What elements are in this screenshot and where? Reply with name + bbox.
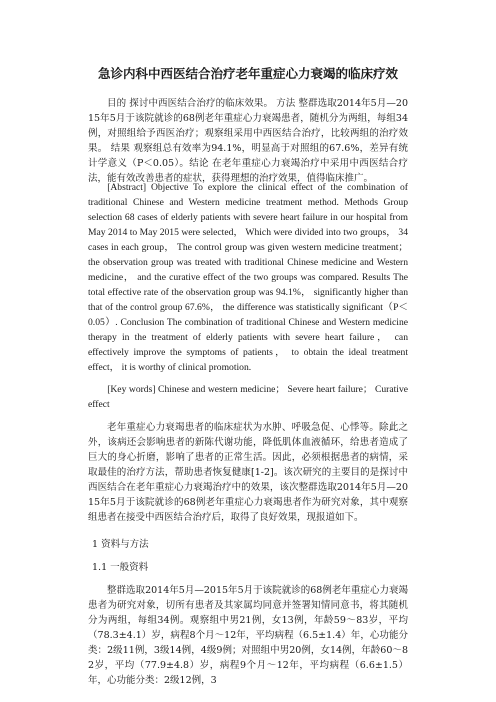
introduction-paragraph: 老年重症心力衰竭患者的临床症状为水肿、呼吸急促、心悸等。除此之外，该病还会影响患者的新陈代谢功能，降低肌体血液循环，给患者造成了巨大的身心折磨，影响了患者的正常生活。因此，必须根据患者的病情，采取最佳的治疗方法，帮助患者恢复健康[1-2]。该次研究的主要目的是探讨中西医结合在老年重症心力衰竭治疗中的效果，该次整群选取2014年5月—2015年5月于该院就诊的68例老年重症心力衰竭患者作为研究对象，其中观察组患者在接受中西医结合治疗后，取得了良好效果，现报道如下。 [88, 422, 408, 523]
keywords-en: [Key words] Chinese and western medicine； Severe heart failure； Curative effect [88, 384, 408, 410]
section-1-heading-block [92, 537, 412, 552]
section-1-1-heading-block [92, 560, 412, 575]
materials-paragraph: 整群选取2014年5月—2015年5月于该院就诊的68例老年重症心力衰竭患者为研究对象，切所有患者及其家属均同意并签署知情同意书，将其随机分为两组，每组34例。观察组中男21例，女13例，年龄59～83岁，平均（78.3±4.1）岁，病程8个月～12年，平均病程（6.5±1.4）年，心功能分类：2级11例，3级14例，4级9例；对照组中男20例，女14例，年龄60～82岁，平均（77.9±4.8）岁，病程9个月～12年，平均病程（6.6±1.5）年，心功能分类：2级12例，3 [88, 585, 408, 686]
section-1-heading: 1 资料与方法 [92, 539, 149, 550]
abstract-en: [Abstract] Objective To explore the clinical effect of the combination of traditional Chinese and Western medicine treatment method. Methods Group selection 68 cases of elderly patients with severe heart failure in our hospital from May 2014 to May 2015 were selected， Which were divided into two groups， 34 cases in each group， The control group was given western medicine treatment； the observation group was treated with traditional Chinese medicine and Western medicine， and the curative effect of the two groups was compared. Results The total effective rate of the observation group was 94.1%， significantly higher than that of the control group 67.6%， the difference was statistically significant（P＜0.05）. Conclusion The combination of traditional Chinese and Western medicine therapy in the treatment of elderly patients with severe heart failure， can effectively improve the symptoms of patients， to obtain the ideal treatment effect， it is worthy of clinical promotion. [88, 182, 408, 373]
paper-title: 急诊内科中西医结合治疗老年重症心力衰竭的临床疗效 [97, 66, 398, 81]
abstract-en-block [88, 180, 408, 375]
introduction-block [88, 420, 408, 525]
materials-block [88, 583, 408, 688]
abstract-cn-block [88, 96, 408, 186]
abstract-cn: 目的 探讨中西医结合治疗的临床效果。 方法 整群选取2014年5月—2015年5月于该院就诊的68例老年重症心力衰竭患者，随机分为两组，每组34例，对照组给予西医治疗；观察组采用中西医结合治疗，比较两组的治疗效果。 结果 观察组总有效率为94.1%，明显高于对照组的67.6%，差异有统计学意义（P＜0.05）。结论 在老年重症心力衰竭治疗中采用中西医结合疗法，能有效改善患者的症状，获得理想的治疗效果，值得临床推广。 [88, 98, 408, 184]
section-1-1-heading: 1.1 一般资料 [92, 562, 149, 573]
keywords-en-block [88, 382, 408, 412]
